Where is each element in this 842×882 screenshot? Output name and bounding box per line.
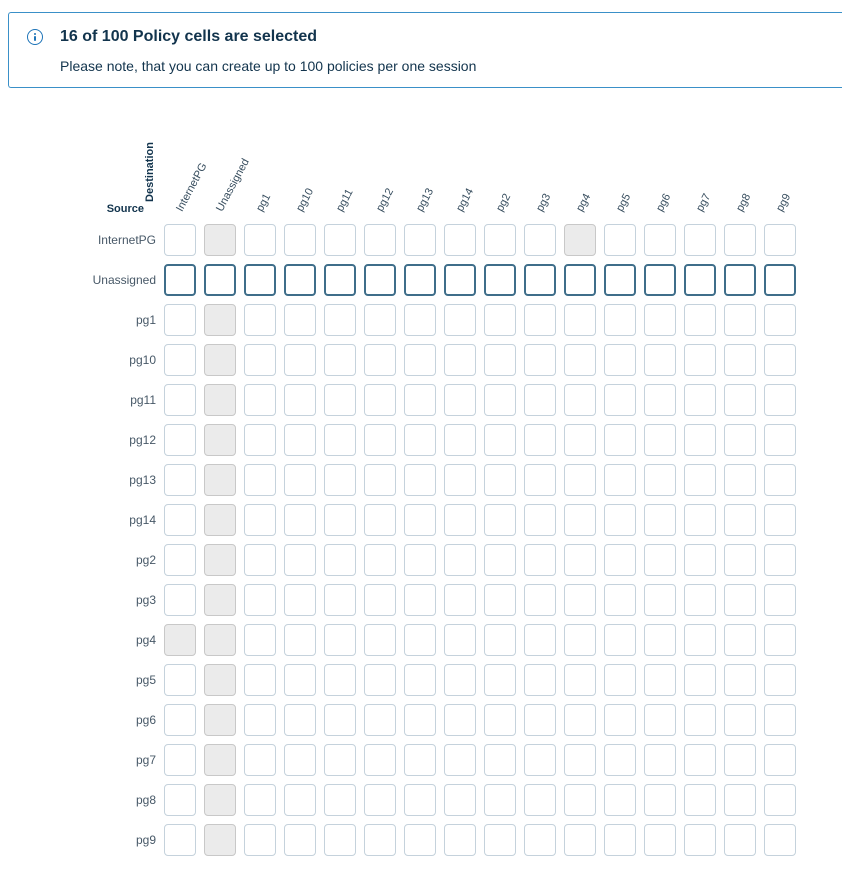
policy-cell-pg8-pg12[interactable] [364, 784, 396, 816]
policy-cell-pg7-pg7[interactable] [684, 744, 716, 776]
policy-cell-pg5-internetpg[interactable] [164, 664, 196, 696]
policy-cell-pg13-pg3[interactable] [524, 464, 556, 496]
policy-cell-pg2-pg5[interactable] [604, 544, 636, 576]
policy-cell-unassigned-pg14[interactable] [444, 264, 476, 296]
policy-cell-pg5-pg8[interactable] [724, 664, 756, 696]
policy-cell-pg9-pg12[interactable] [364, 824, 396, 856]
row-header-pg9: pg9 [135, 833, 156, 847]
column-header-pg11: pg11 [334, 187, 356, 214]
policy-cell-unassigned-pg2[interactable] [484, 264, 516, 296]
policy-cell-pg4-pg10[interactable] [284, 624, 316, 656]
policy-cell-internetpg-pg2[interactable] [484, 224, 516, 256]
policy-cell-internetpg-unassigned [204, 224, 236, 256]
policy-cell-pg2-pg11[interactable] [324, 544, 356, 576]
policy-cell-pg6-pg3[interactable] [524, 704, 556, 736]
policy-cell-internetpg-pg14[interactable] [444, 224, 476, 256]
policy-cell-pg13-pg7[interactable] [684, 464, 716, 496]
policy-cell-pg11-pg14[interactable] [444, 384, 476, 416]
policy-cell-pg4-pg3[interactable] [524, 624, 556, 656]
policy-cell-pg9-pg3[interactable] [524, 824, 556, 856]
policy-cell-pg11-pg4[interactable] [564, 384, 596, 416]
policy-cell-pg5-pg5[interactable] [604, 664, 636, 696]
policy-cell-pg12-internetpg[interactable] [164, 424, 196, 456]
policy-cell-pg13-pg9[interactable] [764, 464, 796, 496]
policy-cell-pg14-pg1[interactable] [244, 504, 276, 536]
policy-cell-pg9-pg1[interactable] [244, 824, 276, 856]
policy-cell-pg3-internetpg[interactable] [164, 584, 196, 616]
policy-cell-pg14-pg12[interactable] [364, 504, 396, 536]
column-header-unassigned: Unassigned [214, 156, 252, 214]
column-header-pg5: pg5 [614, 191, 634, 214]
policy-cell-unassigned-pg11[interactable] [324, 264, 356, 296]
policy-cell-pg3-pg4[interactable] [564, 584, 596, 616]
policy-cell-unassigned-pg7[interactable] [684, 264, 716, 296]
policy-cell-unassigned-internetpg[interactable] [164, 264, 196, 296]
policy-cell-pg11-pg8[interactable] [724, 384, 756, 416]
policy-cell-pg2-internetpg[interactable] [164, 544, 196, 576]
policy-cell-pg13-pg11[interactable] [324, 464, 356, 496]
row-header-pg8: pg8 [135, 793, 156, 807]
policy-cell-pg11-pg9[interactable] [764, 384, 796, 416]
policy-cell-pg7-pg10[interactable] [284, 744, 316, 776]
column-header-pg10: pg10 [294, 186, 317, 214]
policy-cell-pg3-pg7[interactable] [684, 584, 716, 616]
policy-cell-pg13-pg5[interactable] [604, 464, 636, 496]
policy-cell-pg8-pg2[interactable] [484, 784, 516, 816]
policy-cell-pg10-pg12[interactable] [364, 344, 396, 376]
policy-cell-pg4-unassigned [204, 624, 236, 656]
policy-cell-pg8-pg3[interactable] [524, 784, 556, 816]
policy-cell-pg4-pg2[interactable] [484, 624, 516, 656]
policy-cell-pg1-pg2[interactable] [484, 304, 516, 336]
policy-cell-pg4-pg14[interactable] [444, 624, 476, 656]
policy-cell-pg7-pg5[interactable] [604, 744, 636, 776]
policy-cell-pg8-pg4[interactable] [564, 784, 596, 816]
policy-cell-pg3-pg8[interactable] [724, 584, 756, 616]
policy-cell-pg11-pg5[interactable] [604, 384, 636, 416]
policy-cell-pg1-pg4[interactable] [564, 304, 596, 336]
policy-cell-pg14-pg9[interactable] [764, 504, 796, 536]
policy-cell-pg5-pg2[interactable] [484, 664, 516, 696]
policy-cell-pg4-pg7[interactable] [684, 624, 716, 656]
policy-cell-pg7-pg4[interactable] [564, 744, 596, 776]
row-header-pg14: pg14 [129, 513, 156, 527]
policy-cell-pg7-pg13[interactable] [404, 744, 436, 776]
row-header-pg6: pg6 [135, 713, 156, 727]
policy-cell-pg12-pg10[interactable] [284, 424, 316, 456]
policy-cell-internetpg-pg1[interactable] [244, 224, 276, 256]
policy-cell-pg5-pg10[interactable] [284, 664, 316, 696]
policy-cell-pg3-pg2[interactable] [484, 584, 516, 616]
policy-cell-pg7-pg8[interactable] [724, 744, 756, 776]
policy-cell-pg1-pg7[interactable] [684, 304, 716, 336]
policy-cell-pg11-unassigned [204, 384, 236, 416]
policy-cell-pg4-pg4[interactable] [564, 624, 596, 656]
policy-cell-pg10-unassigned [204, 344, 236, 376]
policy-cell-pg10-pg3[interactable] [524, 344, 556, 376]
policy-cell-pg12-pg9[interactable] [764, 424, 796, 456]
policy-cell-pg8-pg11[interactable] [324, 784, 356, 816]
policy-cell-pg13-pg6[interactable] [644, 464, 676, 496]
policy-cell-pg10-pg11[interactable] [324, 344, 356, 376]
policy-cell-unassigned-pg3[interactable] [524, 264, 556, 296]
policy-cell-pg6-pg2[interactable] [484, 704, 516, 736]
policy-cell-internetpg-pg9[interactable] [764, 224, 796, 256]
policy-cell-pg11-pg3[interactable] [524, 384, 556, 416]
policy-cell-unassigned-pg8[interactable] [724, 264, 756, 296]
column-header-pg7: pg7 [694, 191, 714, 214]
policy-cell-pg5-pg12[interactable] [364, 664, 396, 696]
row-header-internetpg: InternetPG [97, 233, 156, 247]
policy-cell-pg3-pg14[interactable] [444, 584, 476, 616]
policy-cell-pg4-pg8[interactable] [724, 624, 756, 656]
column-header-pg4: pg4 [574, 191, 594, 214]
policy-cell-pg4-pg5[interactable] [604, 624, 636, 656]
policy-cell-pg2-pg14[interactable] [444, 544, 476, 576]
policy-cell-pg8-pg5[interactable] [604, 784, 636, 816]
policy-cell-pg10-internetpg[interactable] [164, 344, 196, 376]
policy-cell-pg8-pg14[interactable] [444, 784, 476, 816]
policy-cell-pg12-pg8[interactable] [724, 424, 756, 456]
policy-cell-pg12-pg13[interactable] [404, 424, 436, 456]
policy-cell-pg1-pg6[interactable] [644, 304, 676, 336]
policy-cell-pg13-pg10[interactable] [284, 464, 316, 496]
policy-cell-pg2-pg4[interactable] [564, 544, 596, 576]
policy-cell-internetpg-pg5[interactable] [604, 224, 636, 256]
policy-cell-internetpg-pg6[interactable] [644, 224, 676, 256]
policy-cell-pg2-pg9[interactable] [764, 544, 796, 576]
policy-cell-pg11-pg2[interactable] [484, 384, 516, 416]
policy-cell-unassigned-pg6[interactable] [644, 264, 676, 296]
policy-cell-pg14-pg3[interactable] [524, 504, 556, 536]
policy-cell-pg3-pg12[interactable] [364, 584, 396, 616]
policy-cell-pg1-pg9[interactable] [764, 304, 796, 336]
policy-cell-pg10-pg14[interactable] [444, 344, 476, 376]
policy-cell-pg12-pg12[interactable] [364, 424, 396, 456]
policy-cell-pg5-pg7[interactable] [684, 664, 716, 696]
policy-cell-pg6-pg6[interactable] [644, 704, 676, 736]
policy-cell-pg5-pg13[interactable] [404, 664, 436, 696]
policy-cell-pg7-pg1[interactable] [244, 744, 276, 776]
policy-cell-internetpg-pg7[interactable] [684, 224, 716, 256]
column-header-pg8: pg8 [734, 191, 754, 214]
policy-cell-pg12-pg6[interactable] [644, 424, 676, 456]
policy-cell-pg11-pg6[interactable] [644, 384, 676, 416]
policy-cell-pg4-pg6[interactable] [644, 624, 676, 656]
policy-cell-pg6-unassigned [204, 704, 236, 736]
policy-cell-pg10-pg4[interactable] [564, 344, 596, 376]
policy-cell-pg2-pg7[interactable] [684, 544, 716, 576]
policy-cell-pg12-pg3[interactable] [524, 424, 556, 456]
selection-info-banner [8, 12, 842, 88]
policy-cell-pg9-pg13[interactable] [404, 824, 436, 856]
policy-cell-pg9-pg8[interactable] [724, 824, 756, 856]
policy-cell-pg9-internetpg[interactable] [164, 824, 196, 856]
policy-cell-pg8-pg6[interactable] [644, 784, 676, 816]
policy-cell-pg7-pg2[interactable] [484, 744, 516, 776]
policy-cell-pg4-pg9[interactable] [764, 624, 796, 656]
policy-cell-pg12-pg2[interactable] [484, 424, 516, 456]
policy-cell-pg1-pg1[interactable] [244, 304, 276, 336]
policy-cell-pg6-pg9[interactable] [764, 704, 796, 736]
policy-cell-unassigned-pg9[interactable] [764, 264, 796, 296]
policy-cell-pg1-unassigned [204, 304, 236, 336]
policy-cell-pg3-pg3[interactable] [524, 584, 556, 616]
row-header-pg12: pg12 [129, 433, 156, 447]
banner-message: Please note, that you can create up to 100 policies per one session [60, 58, 477, 74]
policy-cell-pg2-pg12[interactable] [364, 544, 396, 576]
policy-cell-pg12-unassigned [204, 424, 236, 456]
policy-cell-pg14-pg14[interactable] [444, 504, 476, 536]
column-header-internetpg: InternetPG [174, 161, 210, 214]
policy-cell-pg9-unassigned [204, 824, 236, 856]
policy-cell-pg3-unassigned [204, 584, 236, 616]
policy-cell-pg5-unassigned [204, 664, 236, 696]
policy-cell-pg2-pg10[interactable] [284, 544, 316, 576]
policy-cell-pg3-pg6[interactable] [644, 584, 676, 616]
policy-cell-pg11-pg11[interactable] [324, 384, 356, 416]
policy-cell-unassigned-pg12[interactable] [364, 264, 396, 296]
policy-cell-pg9-pg11[interactable] [324, 824, 356, 856]
policy-cell-pg2-pg8[interactable] [724, 544, 756, 576]
column-header-pg9: pg9 [774, 191, 794, 214]
policy-cell-pg12-pg4[interactable] [564, 424, 596, 456]
policy-cell-internetpg-pg10[interactable] [284, 224, 316, 256]
policy-cell-pg5-pg1[interactable] [244, 664, 276, 696]
policy-cell-pg3-pg5[interactable] [604, 584, 636, 616]
policy-cell-pg10-pg9[interactable] [764, 344, 796, 376]
policy-cell-pg3-pg10[interactable] [284, 584, 316, 616]
policy-cell-pg14-pg11[interactable] [324, 504, 356, 536]
policy-cell-pg6-internetpg[interactable] [164, 704, 196, 736]
row-header-pg13: pg13 [129, 473, 156, 487]
policy-cell-pg10-pg6[interactable] [644, 344, 676, 376]
policy-cell-pg9-pg10[interactable] [284, 824, 316, 856]
policy-cell-pg3-pg11[interactable] [324, 584, 356, 616]
policy-cell-pg12-pg1[interactable] [244, 424, 276, 456]
policy-cell-pg1-pg12[interactable] [364, 304, 396, 336]
policy-cell-pg14-pg7[interactable] [684, 504, 716, 536]
banner-title: 16 of 100 Policy cells are selected [60, 28, 318, 45]
policy-cell-pg7-pg6[interactable] [644, 744, 676, 776]
policy-cell-pg8-pg10[interactable] [284, 784, 316, 816]
policy-cell-pg4-internetpg [164, 624, 196, 656]
policy-cell-pg13-pg13[interactable] [404, 464, 436, 496]
policy-cell-unassigned-pg1[interactable] [244, 264, 276, 296]
column-header-pg14: pg14 [454, 186, 477, 214]
policy-cell-unassigned-pg4[interactable] [564, 264, 596, 296]
row-header-pg5: pg5 [135, 673, 156, 687]
policy-cell-pg5-pg6[interactable] [644, 664, 676, 696]
policy-cell-pg8-pg8[interactable] [724, 784, 756, 816]
policy-cell-pg9-pg2[interactable] [484, 824, 516, 856]
policy-cell-pg6-pg5[interactable] [604, 704, 636, 736]
policy-cell-pg1-pg8[interactable] [724, 304, 756, 336]
policy-cell-pg11-internetpg[interactable] [164, 384, 196, 416]
policy-cell-pg14-pg2[interactable] [484, 504, 516, 536]
policy-cell-pg7-internetpg[interactable] [164, 744, 196, 776]
policy-cell-internetpg-pg3[interactable] [524, 224, 556, 256]
row-header-pg7: pg7 [135, 753, 156, 767]
policy-cell-pg2-pg13[interactable] [404, 544, 436, 576]
policy-cell-pg14-pg4[interactable] [564, 504, 596, 536]
column-header-pg3: pg3 [534, 191, 554, 214]
policy-cell-pg8-pg1[interactable] [244, 784, 276, 816]
policy-cell-pg11-pg1[interactable] [244, 384, 276, 416]
policy-cell-pg4-pg11[interactable] [324, 624, 356, 656]
policy-cell-pg7-pg11[interactable] [324, 744, 356, 776]
policy-cell-pg14-pg13[interactable] [404, 504, 436, 536]
policy-cell-pg14-pg6[interactable] [644, 504, 676, 536]
policy-cell-pg6-pg7[interactable] [684, 704, 716, 736]
policy-cell-unassigned-pg10[interactable] [284, 264, 316, 296]
policy-cell-pg14-internetpg[interactable] [164, 504, 196, 536]
policy-cell-pg9-pg14[interactable] [444, 824, 476, 856]
policy-cell-pg9-pg4[interactable] [564, 824, 596, 856]
policy-cell-pg7-unassigned [204, 744, 236, 776]
column-header-pg1: pg1 [254, 191, 274, 214]
policy-cell-pg5-pg4[interactable] [564, 664, 596, 696]
policy-cell-pg2-pg1[interactable] [244, 544, 276, 576]
policy-cell-internetpg-pg13[interactable] [404, 224, 436, 256]
policy-cell-pg10-pg10[interactable] [284, 344, 316, 376]
policy-cell-pg1-pg3[interactable] [524, 304, 556, 336]
policy-cell-pg6-pg4[interactable] [564, 704, 596, 736]
policy-cell-pg13-unassigned [204, 464, 236, 496]
policy-cell-pg2-unassigned [204, 544, 236, 576]
policy-cell-pg13-pg12[interactable] [364, 464, 396, 496]
policy-cell-pg14-pg8[interactable] [724, 504, 756, 536]
policy-cell-pg7-pg3[interactable] [524, 744, 556, 776]
policy-cell-pg12-pg14[interactable] [444, 424, 476, 456]
policy-cell-pg13-pg8[interactable] [724, 464, 756, 496]
row-header-pg4: pg4 [135, 633, 156, 647]
policy-cell-pg5-pg14[interactable] [444, 664, 476, 696]
policy-cell-pg4-pg13[interactable] [404, 624, 436, 656]
policy-cell-pg3-pg1[interactable] [244, 584, 276, 616]
policy-cell-pg6-pg13[interactable] [404, 704, 436, 736]
policy-cell-pg8-pg7[interactable] [684, 784, 716, 816]
policy-cell-pg14-unassigned [204, 504, 236, 536]
row-header-pg2: pg2 [135, 553, 156, 567]
column-header-pg2: pg2 [494, 191, 514, 214]
column-header-pg6: pg6 [654, 191, 674, 214]
policy-cell-pg6-pg10[interactable] [284, 704, 316, 736]
policy-cell-pg2-pg6[interactable] [644, 544, 676, 576]
policy-cell-pg4-pg12[interactable] [364, 624, 396, 656]
policy-cell-pg9-pg9[interactable] [764, 824, 796, 856]
policy-cell-pg8-internetpg[interactable] [164, 784, 196, 816]
policy-cell-pg12-pg11[interactable] [324, 424, 356, 456]
policy-cell-pg1-pg14[interactable] [444, 304, 476, 336]
policy-cell-pg2-pg2[interactable] [484, 544, 516, 576]
policy-cell-internetpg-pg12[interactable] [364, 224, 396, 256]
column-header-pg12: pg12 [374, 186, 397, 214]
policy-cell-pg8-pg13[interactable] [404, 784, 436, 816]
policy-cell-pg10-pg2[interactable] [484, 344, 516, 376]
policy-cell-pg3-pg9[interactable] [764, 584, 796, 616]
policy-cell-pg5-pg9[interactable] [764, 664, 796, 696]
policy-cell-pg1-internetpg[interactable] [164, 304, 196, 336]
policy-cell-pg1-pg13[interactable] [404, 304, 436, 336]
policy-cell-pg1-pg11[interactable] [324, 304, 356, 336]
row-header-unassigned: Unassigned [92, 273, 156, 287]
policy-cell-pg11-pg10[interactable] [284, 384, 316, 416]
policy-cell-internetpg-pg4 [564, 224, 596, 256]
policy-cell-pg7-pg12[interactable] [364, 744, 396, 776]
policy-cell-pg10-pg1[interactable] [244, 344, 276, 376]
policy-cell-unassigned-pg5[interactable] [604, 264, 636, 296]
policy-cell-pg11-pg12[interactable] [364, 384, 396, 416]
policy-cell-pg6-pg14[interactable] [444, 704, 476, 736]
policy-cell-pg7-pg9[interactable] [764, 744, 796, 776]
policy-cell-pg9-pg5[interactable] [604, 824, 636, 856]
policy-cell-pg12-pg5[interactable] [604, 424, 636, 456]
policy-cell-pg7-pg14[interactable] [444, 744, 476, 776]
policy-cell-pg13-pg4[interactable] [564, 464, 596, 496]
policy-cell-pg1-pg5[interactable] [604, 304, 636, 336]
policy-cell-pg6-pg8[interactable] [724, 704, 756, 736]
policy-cell-pg13-internetpg[interactable] [164, 464, 196, 496]
policy-cell-pg13-pg14[interactable] [444, 464, 476, 496]
column-header-pg13: pg13 [414, 186, 437, 214]
row-header-pg11: pg11 [130, 393, 156, 407]
policy-cell-pg6-pg11[interactable] [324, 704, 356, 736]
policy-cell-pg10-pg13[interactable] [404, 344, 436, 376]
policy-cell-pg11-pg7[interactable] [684, 384, 716, 416]
info-icon [27, 29, 43, 45]
destination-axis-label: Destination [144, 142, 156, 202]
policy-cell-pg5-pg3[interactable] [524, 664, 556, 696]
policy-cell-pg9-pg6[interactable] [644, 824, 676, 856]
policy-cell-pg11-pg13[interactable] [404, 384, 436, 416]
policy-cell-pg10-pg7[interactable] [684, 344, 716, 376]
policy-cell-pg13-pg1[interactable] [244, 464, 276, 496]
row-header-pg3: pg3 [135, 593, 156, 607]
row-header-pg10: pg10 [129, 353, 156, 367]
policy-cell-pg10-pg8[interactable] [724, 344, 756, 376]
policy-cell-pg6-pg1[interactable] [244, 704, 276, 736]
policy-cell-pg6-pg12[interactable] [364, 704, 396, 736]
policy-cell-pg10-pg5[interactable] [604, 344, 636, 376]
source-axis-label: Source [106, 203, 144, 215]
policy-cell-pg4-pg1[interactable] [244, 624, 276, 656]
policy-cell-pg13-pg2[interactable] [484, 464, 516, 496]
policy-cell-unassigned-pg13[interactable] [404, 264, 436, 296]
policy-cell-pg1-pg10[interactable] [284, 304, 316, 336]
policy-cell-pg2-pg3[interactable] [524, 544, 556, 576]
policy-cell-internetpg-pg11[interactable] [324, 224, 356, 256]
policy-cell-pg14-pg10[interactable] [284, 504, 316, 536]
policy-cell-unassigned-unassigned[interactable] [204, 264, 236, 296]
policy-cell-pg5-pg11[interactable] [324, 664, 356, 696]
policy-cell-pg8-pg9[interactable] [764, 784, 796, 816]
policy-cell-internetpg-internetpg[interactable] [164, 224, 196, 256]
policy-cell-pg14-pg5[interactable] [604, 504, 636, 536]
policy-cell-pg3-pg13[interactable] [404, 584, 436, 616]
policy-cell-pg9-pg7[interactable] [684, 824, 716, 856]
row-header-pg1: pg1 [135, 313, 156, 327]
policy-cell-internetpg-pg8[interactable] [724, 224, 756, 256]
policy-cell-pg8-unassigned [204, 784, 236, 816]
policy-cell-pg12-pg7[interactable] [684, 424, 716, 456]
